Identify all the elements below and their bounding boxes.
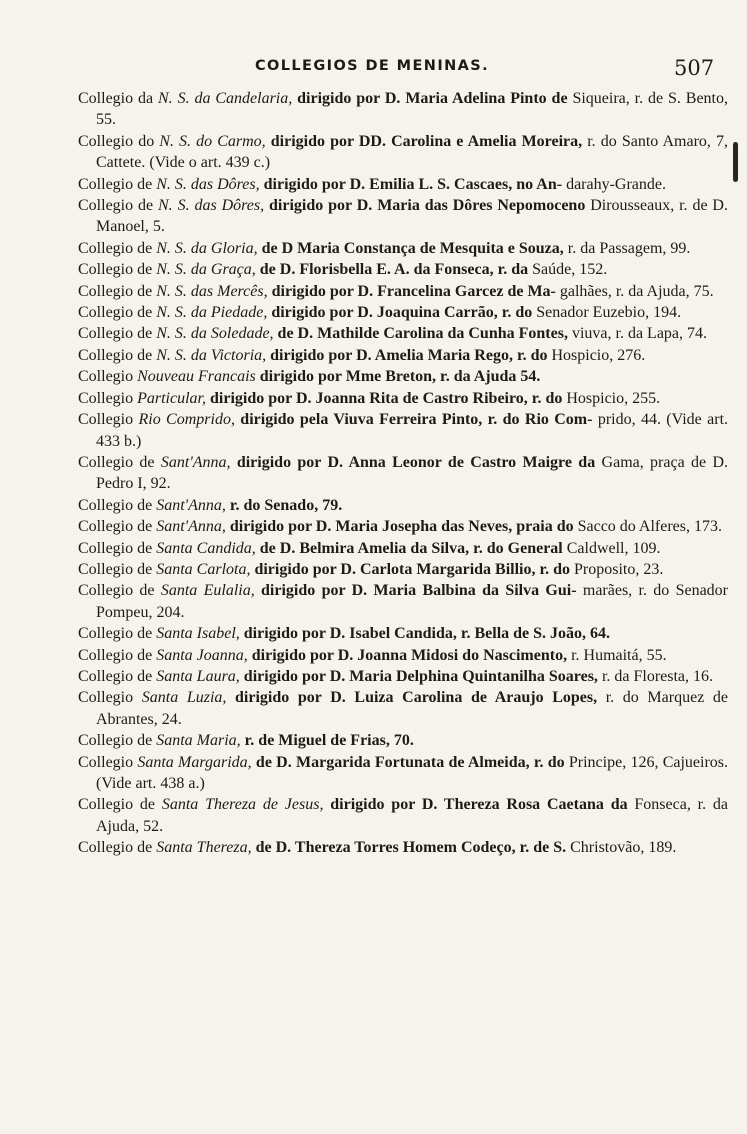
entry-prefix: Collegio de [78, 346, 157, 364]
college-name: Santa Maria, [156, 732, 241, 750]
college-name: Santa Thereza de Jesus, [161, 796, 324, 814]
list-item [78, 366, 728, 387]
page-number: 507 [674, 56, 715, 80]
college-name: Particular, [137, 389, 206, 407]
entry-prefix: Collegio [78, 753, 138, 771]
entry-address: Gama, praça de D. Pedro I, 92. [96, 453, 729, 493]
list-item [78, 837, 728, 858]
list-item [78, 281, 728, 302]
entry-prefix: Collegio do [78, 132, 160, 150]
entry-prefix: Collegio [78, 411, 139, 429]
entry-prefix: Collegio de [78, 732, 157, 750]
entry-address: r. Humaitá, 55. [571, 646, 667, 664]
entry-prefix: Collegio de [78, 667, 157, 685]
entry-director: de D. Margarida Fortunata de Almeida, r. do [251, 753, 569, 771]
entry-address: darahy-Grande. [566, 175, 667, 193]
entry-address: Caldwell, 109. [566, 539, 661, 557]
list-item [78, 730, 728, 751]
entry-address: viuva, r. da Lapa, 74. [571, 325, 708, 343]
entry-prefix: Collegio [78, 389, 138, 407]
entry-director: dirigido por D. Amelia Maria Rego, r. do [266, 346, 552, 364]
entry-director: r. de Miguel de Frias, 70. [240, 732, 414, 750]
entry-address: Fonseca, r. da Ajuda, 52. [96, 796, 729, 835]
list-item [78, 409, 728, 452]
college-name: N. S. do Carmo, [159, 132, 266, 150]
college-name: Santa Isabel, [156, 625, 240, 643]
college-name: Santa Luzia, [141, 689, 227, 707]
entry-address: Dirousseaux, r. de D. Manoel, 5. [96, 197, 728, 236]
list-item [78, 559, 728, 580]
list-item [78, 259, 728, 280]
entry-prefix: Collegio de [78, 582, 161, 600]
entry-address: Saúde, 152. [532, 261, 608, 279]
entry-director: dirigido por D. Anna Leonor de Castro Maigre da [230, 453, 602, 471]
list-item [78, 195, 728, 238]
list-item [78, 452, 728, 495]
entry-prefix: Collegio [78, 689, 142, 707]
list-item [78, 794, 728, 837]
entry-director: dirigido por D. Joanna Rita de Castro Ribeiro, r. do [206, 389, 567, 407]
entry-address: r. da Passagem, 99. [567, 239, 691, 257]
entry-director: de D. Thereza Torres Homem Codeço, r. de S. [251, 839, 571, 857]
entry-director: dirigido por D. Francelina Garcez de Ma- [267, 282, 560, 300]
entry-address: Sacco do Alferes, 173. [577, 518, 722, 536]
entry-director: dirigido por D. Maria Josepha das Neves, praia do [225, 518, 578, 536]
entry-director: de D. Florisbella E. A. da Fonseca, r. da [255, 261, 533, 279]
list-item [78, 174, 728, 195]
college-name: Santa Eulalia, [160, 582, 255, 600]
college-name: N. S. da Soledade, [156, 325, 274, 343]
list-item [78, 666, 728, 687]
entry-director: dirigido por D. Carlota Margarida Billio, r. do [250, 560, 575, 578]
list-item [78, 238, 728, 259]
college-name: Rio Comprido, [138, 411, 235, 429]
entry-director: dirigido por D. Maria das Dôres Nepomoceno [264, 197, 591, 215]
college-name: Santa Candida, [156, 539, 256, 557]
list-item [78, 752, 728, 795]
college-name: Sant'Anna, [156, 518, 226, 536]
entry-prefix: Collegio de [78, 518, 157, 536]
list-item [78, 538, 728, 559]
entry-prefix: Collegio [78, 368, 138, 386]
college-name: N. S. das Dôres, [158, 197, 265, 215]
list-item [78, 623, 728, 644]
college-name: Santa Margarida, [137, 753, 252, 771]
entry-prefix: Collegio de [78, 325, 157, 343]
entry-prefix: Collegio de [78, 796, 162, 814]
entry-prefix: Collegio de [78, 839, 157, 857]
entry-director: dirigido por DD. Carolina e Amelia Moreira, [265, 132, 588, 150]
entry-prefix: Collegio de [78, 625, 157, 643]
entry-director: dirigido por D. Isabel Candida, r. Bella de S. João, 64. [239, 625, 611, 643]
list-item [78, 345, 728, 366]
entry-address: Senador Euzebio, 194. [536, 304, 682, 322]
running-head [0, 56, 747, 82]
entry-prefix: Collegio de [78, 261, 157, 279]
entry-address: Hospicio, 255. [566, 389, 661, 407]
entry-director: dirigido por D. Maria Balbina da Silva Gui- [254, 582, 583, 600]
list-item [78, 687, 728, 730]
entry-address: r. da Floresta, 16. [601, 667, 714, 685]
entry-prefix: Collegio de [78, 646, 157, 664]
list-item [78, 495, 728, 516]
college-name: Sant'Anna, [156, 496, 226, 514]
entry-address: Principe, 126, Cajueiros. (Vide art. 438 a.) [96, 753, 729, 792]
college-name: Santa Thereza, [156, 839, 252, 857]
entry-prefix: Collegio de [78, 496, 157, 514]
entry-director: dirigido por D. Thereza Rosa Caetana da [323, 796, 635, 814]
entry-address: Siqueira, r. de S. Bento, 55. [96, 90, 729, 129]
entry-director: dirigido por Mme Breton, r. da Ajuda 54. [255, 368, 541, 386]
entry-director: dirigido por D. Luiza Carolina de Araujo Lopes, [226, 689, 606, 707]
college-name: Santa Laura, [156, 667, 240, 685]
entry-director: de D. Mathilde Carolina da Cunha Fontes, [273, 325, 572, 343]
college-name: N. S. da Piedade, [156, 304, 268, 322]
entry-address: galhães, r. da Ajuda, 75. [559, 282, 714, 300]
college-name: N. S. das Mercês, [156, 282, 268, 300]
entry-prefix: Collegio de [78, 282, 157, 300]
entry-address: Hospicio, 276. [551, 346, 646, 364]
list-item [78, 302, 728, 323]
entry-prefix: Collegio de [78, 175, 157, 193]
entry-director: de D. Belmira Amelia da Silva, r. do General [255, 539, 567, 557]
entry-director: dirigido por D. Maria Delphina Quintanilha Soares, [239, 667, 602, 685]
entry-director: dirigido por D. Joaquina Carrão, r. do [267, 304, 537, 322]
college-name: N. S. da Candelaria, [158, 90, 293, 107]
entry-director: dirigido por D. Joanna Midosi do Nascimento, [247, 646, 572, 664]
entry-prefix: Collegio de [78, 197, 158, 215]
entry-director: dirigido pela Viuva Ferreira Pinto, r. do Rio Com- [234, 411, 598, 429]
entry-address: r. do Santo Amaro, 7, Cattete. (Vide o art. 439 c.) [96, 132, 729, 172]
list-item [78, 516, 728, 537]
entry-address: Proposito, 23. [574, 560, 664, 578]
list-item [78, 323, 728, 344]
college-name: Santa Carlota, [156, 560, 251, 578]
entry-director: dirigido por D. Emilia L. S. Cascaes, no An- [259, 175, 567, 193]
entry-director: r. do Senado, 79. [225, 496, 343, 514]
college-name: N. S. das Dôres, [156, 175, 260, 193]
college-name: N. S. da Gloria, [156, 239, 258, 257]
list-item [78, 580, 728, 623]
entry-address: prido, 44. (Vide art. 433 b.) [96, 411, 729, 450]
entry-director: de D Maria Constança de Mesquita e Souza, [257, 239, 568, 257]
entry-prefix: Collegio de [78, 239, 157, 257]
entry-prefix: Collegio de [78, 453, 161, 471]
college-name: Santa Joanna, [156, 646, 248, 664]
entry-prefix: Collegio de [78, 560, 157, 578]
entry-address: Christovão, 189. [570, 839, 677, 857]
entry-prefix: Collegio da [78, 90, 158, 107]
list-item [78, 131, 728, 174]
entry-director: dirigido por D. Maria Adelina Pinto de [292, 90, 573, 107]
entry-address: r. do Marquez de Abrantes, 24. [96, 689, 729, 728]
entry-prefix: Collegio de [78, 539, 157, 557]
list-item [78, 88, 728, 131]
entry-prefix: Collegio de [78, 304, 157, 322]
list-item [78, 388, 728, 409]
list-item [78, 645, 728, 666]
college-name: Nouveau Francais [137, 368, 256, 386]
college-name: N. S. da Victoria, [156, 346, 267, 364]
entry-list [0, 88, 747, 859]
college-name: N. S. da Graça, [156, 261, 256, 279]
entry-address: marães, r. do Senador Pompeu, 204. [96, 582, 728, 621]
college-name: Sant'Anna, [160, 453, 231, 471]
page-title: COLLEGIOS DE MENINAS. [255, 58, 490, 74]
margin-ink-mark [733, 142, 738, 182]
